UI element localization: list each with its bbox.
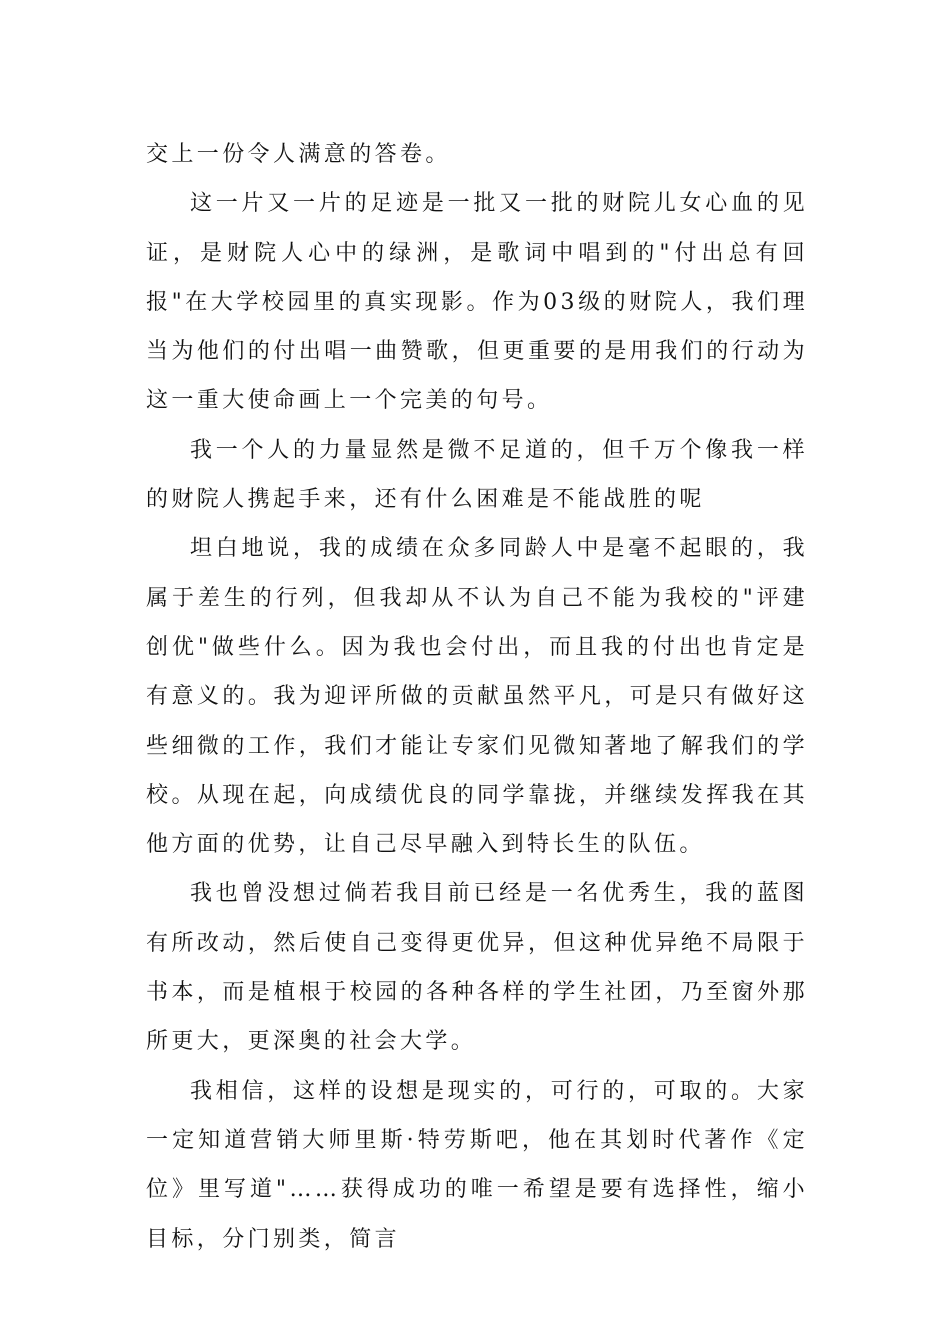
paragraph-2: 这一片又一片的足迹是一批又一批的财院儿女心血的见证，是财院人心中的绿洲，是歌词中唱到的"付出总有回报"在大学校园里的真实现影。作为03级的财院人，我们理当为他们的付出唱一曲赞歌，但更重要的是用我们的行动为这一重大使命画上一个完美的句号。 (146, 191, 808, 414)
paragraph-3: 我一个人的力量显然是微不足道的，但千万个像我一样的财院人携起手来，还有什么困难是不能战胜的呢 (146, 437, 808, 513)
paragraph-1: 交上一份令人满意的答卷。 (146, 142, 451, 167)
paragraph-4: 坦白地说，我的成绩在众多同龄人中是毫不起眼的，我属于差生的行列，但我却从不认为自己不能为我校的"评建创优"做些什么。因为我也会付出，而且我的付出也肯定是有意义的。我为迎评所做的贡献虽然平凡，可是只有做好这些细微的工作，我们才能让专家们见微知著地了解我们的学校。从现在起，向成绩优良的同学靠拢，并继续发挥我在其他方面的优势，让自己尽早融入到特长生的队伍。 (146, 536, 808, 858)
paragraph-6: 我相信，这样的设想是现实的，可行的，可取的。大家一定知道营销大师里斯·特劳斯吧，他在其划时代著作《定位》里写道"……获得成功的唯一希望是要有选择性，缩小目标，分门别类，简言 (146, 1078, 808, 1252)
document-body (146, 130, 808, 1264)
paragraph-5: 我也曾没想过倘若我目前已经是一名优秀生，我的蓝图有所改动，然后使自己变得更优异，但这种优异绝不局限于书本，而是植根于校园的各种各样的学生社团，乃至窗外那所更大，更深奥的社会大学。 (146, 881, 808, 1055)
